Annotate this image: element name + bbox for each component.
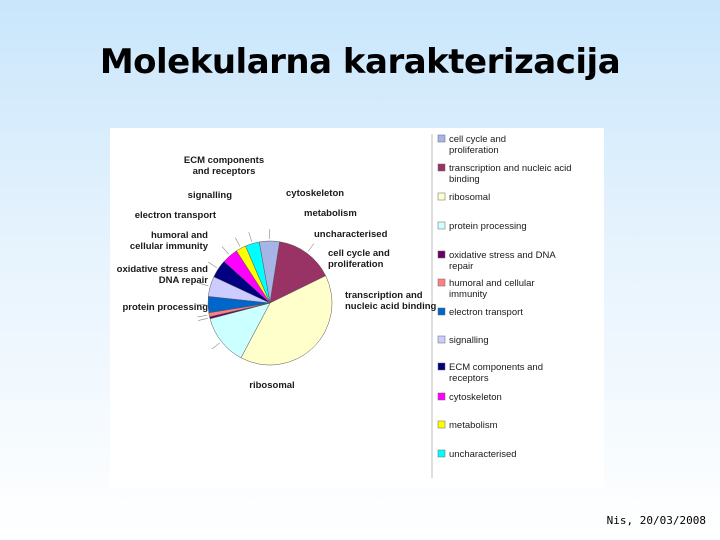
legend-label: oxidative stress and DNA repair bbox=[449, 250, 556, 272]
legend-label: cell cycle and proliferation bbox=[449, 134, 507, 156]
legend-swatch bbox=[438, 193, 445, 200]
leader-line bbox=[197, 315, 207, 317]
slice-label: cytoskeleton bbox=[286, 188, 345, 199]
slice-label: metabolism bbox=[304, 208, 357, 219]
leader-line bbox=[212, 343, 220, 349]
legend-swatch bbox=[438, 251, 445, 258]
leader-line bbox=[308, 244, 314, 252]
slice-label: electron transport bbox=[134, 210, 216, 221]
slice-label: cell cycle and proliferation bbox=[328, 248, 390, 270]
leader-line bbox=[198, 318, 208, 320]
legend-swatch bbox=[438, 222, 445, 229]
leader-line bbox=[222, 247, 229, 255]
legend-label: transcription and nucleic acid binding bbox=[449, 163, 572, 185]
legend-label: humoral and cellular immunity bbox=[449, 278, 535, 300]
legend-swatch bbox=[438, 393, 445, 400]
legend-swatch bbox=[438, 308, 445, 315]
footer-date: Nis, 20/03/2008 bbox=[606, 514, 706, 527]
slice-label: ECM components and receptors bbox=[183, 155, 265, 177]
legend-label: ECM components and receptors bbox=[449, 362, 543, 384]
chart-area bbox=[110, 128, 604, 488]
legend-swatch bbox=[438, 279, 445, 286]
legend-label: electron transport bbox=[449, 307, 523, 318]
slice-label: protein processing bbox=[122, 302, 208, 313]
leader-line bbox=[235, 238, 240, 247]
legend-swatch bbox=[438, 135, 445, 142]
slice-label: signalling bbox=[187, 190, 232, 201]
slice-label: transcription and nucleic acid binding bbox=[345, 290, 437, 312]
legend-swatch bbox=[438, 363, 445, 370]
slice-label: humoral and cellular immunity bbox=[129, 230, 208, 252]
pie-chart bbox=[110, 128, 604, 488]
slice-label: oxidative stress and DNA repair bbox=[116, 264, 208, 286]
legend-label: protein processing bbox=[449, 221, 527, 232]
legend-label: cytoskeleton bbox=[449, 392, 502, 403]
pie-slices bbox=[208, 241, 332, 365]
legend-swatch bbox=[438, 421, 445, 428]
legend-label: uncharacterised bbox=[449, 449, 517, 460]
legend-swatch bbox=[438, 450, 445, 457]
slide-title: Molekularna karakterizacija bbox=[99, 42, 621, 82]
legend-label: ribosomal bbox=[449, 192, 491, 203]
legend-swatch bbox=[438, 164, 445, 171]
leader-line bbox=[249, 232, 252, 242]
legend-label: metabolism bbox=[449, 420, 498, 431]
legend-swatch bbox=[438, 336, 445, 343]
legend-label: signalling bbox=[449, 335, 489, 346]
legend bbox=[438, 134, 572, 460]
leader-line bbox=[208, 262, 216, 268]
slice-label: ribosomal bbox=[249, 380, 295, 391]
slice-label: uncharacterised bbox=[314, 229, 388, 240]
